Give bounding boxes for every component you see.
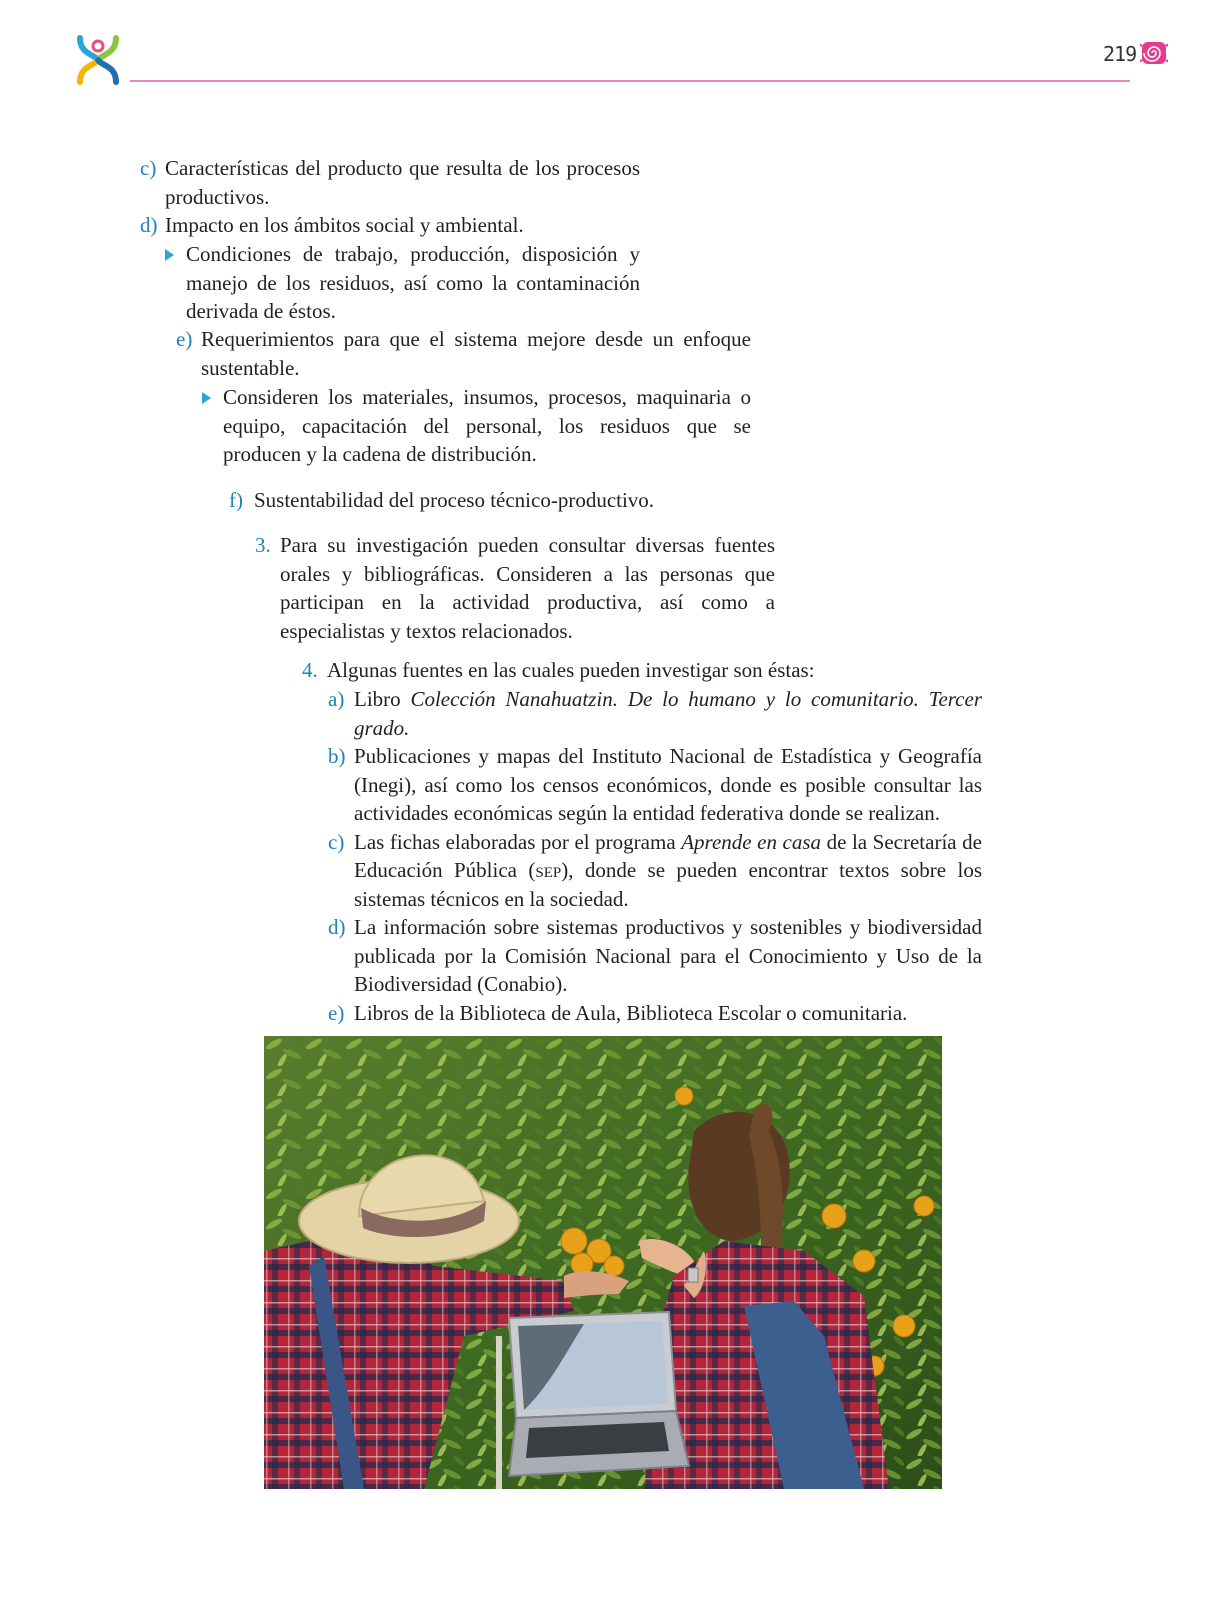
bullet-item	[165, 240, 640, 326]
sources-list	[328, 685, 982, 1027]
item-text: Sustentabilidad del proceso técnico-productivo.	[254, 488, 655, 512]
item-text-prefix: Las fichas elaboradas por el programa	[354, 829, 682, 854]
source-item-d	[328, 913, 982, 999]
source-item-a	[328, 685, 982, 742]
acronym: sep	[535, 858, 562, 882]
item-text: Requerimientos para que el sistema mejore desde un enfoque sustentable.	[201, 327, 751, 380]
item-text: Publicaciones y mapas del Instituto Nacional de Estadística y Geografía (Inegi), así como los censos económicos, donde es posible consultar las actividades económicas según la entidad federativa donde se realizan.	[354, 744, 982, 825]
list-item-f	[229, 486, 789, 515]
item-text: Impacto en los ámbitos social y ambiental.	[165, 213, 524, 237]
item-text-middle: de la Secretaría de Educación Pública (	[354, 829, 982, 882]
list-item-e	[176, 325, 751, 382]
item-text: La información sobre sistemas productivos y sostenibles y biodiversidad publicada por la Comisión Nacional para el Conocimiento y Uso de la Biodiversidad (Conabio).	[354, 915, 982, 996]
item-label: d)	[328, 915, 346, 939]
step-4-intro	[302, 656, 982, 685]
program-title: Aprende en casa	[681, 829, 822, 854]
triangle-bullet-icon	[202, 392, 211, 404]
bullet-item	[202, 383, 751, 469]
item-label: e)	[176, 327, 193, 351]
source-item-e	[328, 999, 982, 1028]
farmers-orchard-photo	[264, 1036, 942, 1489]
header-rule	[130, 80, 1130, 82]
item-text: Libros de la Biblioteca de Aula, Biblioteca Escolar o comunitaria.	[354, 1000, 908, 1025]
step-number: 3.	[255, 533, 271, 557]
bullet-text: Condiciones de trabajo, producción, disposición y manejo de los residuos, así como la contaminación derivada de éstos.	[186, 242, 640, 323]
bullet-text: Consideren los materiales, insumos, procesos, maquinaria o equipo, capacitación del personal, los residuos que se producen y la cadena de distribución.	[223, 385, 751, 466]
item-text-prefix: Libro	[354, 687, 411, 711]
item-label: c)	[328, 829, 345, 854]
collection-logo	[70, 32, 126, 88]
item-label: f)	[229, 488, 243, 512]
page-number: 219	[1103, 42, 1137, 66]
item-label: c)	[140, 156, 157, 180]
list-top-f	[229, 486, 789, 515]
list-top-e	[176, 325, 751, 382]
source-item-c	[328, 828, 982, 914]
spiral-ornament-icon	[1140, 38, 1168, 68]
item-label: a)	[328, 687, 345, 711]
list-item-d	[140, 211, 640, 240]
step-3	[255, 531, 775, 645]
bullet-e-block	[202, 383, 751, 469]
source-item-b	[328, 742, 982, 828]
book-title: Colección Nanahuatzin. De lo humano y lo comunitario. Tercer grado.	[354, 687, 982, 740]
step-intro: Algunas fuentes en las cuales pueden investigar son éstas:	[327, 658, 815, 682]
bullet-d-block	[165, 240, 640, 326]
step-3-paragraph	[255, 531, 775, 645]
list-top-c-d	[140, 154, 640, 240]
step-number: 4.	[302, 658, 318, 682]
item-text-suffix: ), donde se pueden encontrar textos sobre los sistemas técnicos en la sociedad.	[354, 858, 983, 911]
triangle-bullet-icon	[165, 249, 174, 261]
item-text: Características del producto que resulta de los procesos productivos.	[165, 156, 640, 209]
step-4	[302, 656, 982, 685]
list-item-c	[140, 154, 640, 211]
step-text: Para su investigación pueden consultar diversas fuentes orales y bibliográficas. Consideren a las personas que participan en la actividad productiva, así como a especialistas y textos relacionados.	[280, 533, 775, 643]
item-label: b)	[328, 744, 346, 768]
item-label: d)	[140, 213, 158, 237]
item-label: e)	[328, 1000, 345, 1025]
